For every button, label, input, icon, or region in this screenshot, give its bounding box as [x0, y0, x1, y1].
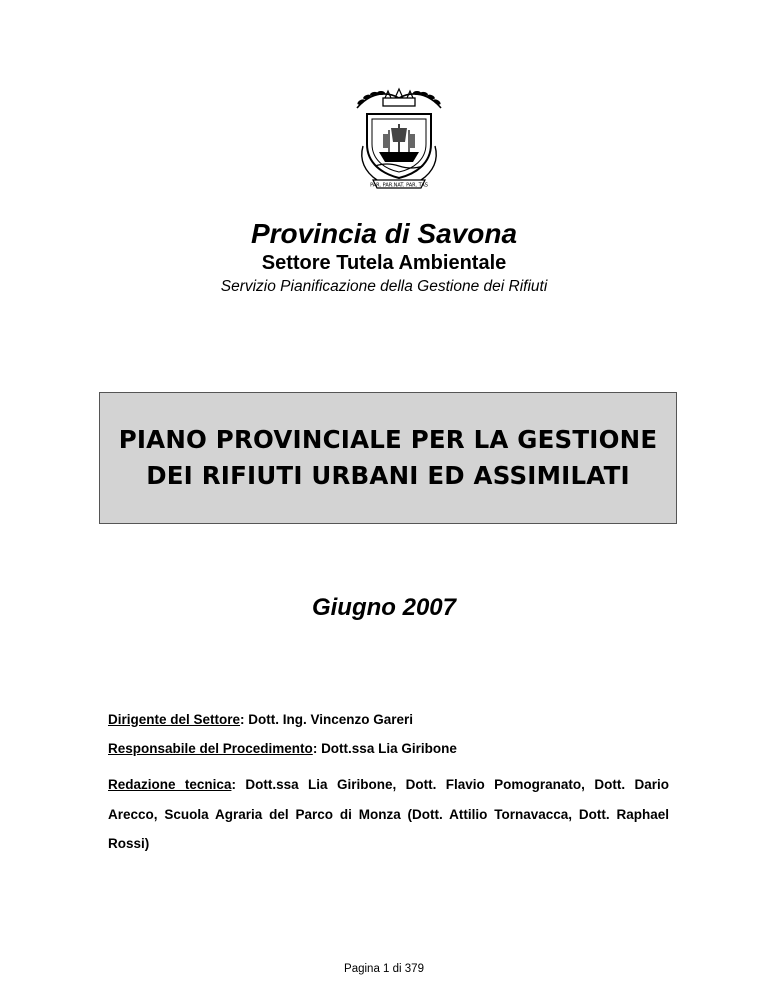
page-number: Pagina 1 di 379 — [344, 963, 424, 975]
svg-text:PAR. PAR.NAT. PAR. TAS: PAR. PAR.NAT. PAR. TAS — [370, 182, 428, 189]
credit-technical: Redazione tecnica: Dott.ssa Lia Giribone, Dott. Flavio Pomogranato, Dott. Dario Arecco, Scuola Agraria del Parco di Monza (Dott. Attilio Tornavacca, Dott. Raphael Rossi) — [108, 777, 669, 851]
document-title-line-2: DEI RIFIUTI URBANI ED ASSIMILATI — [146, 461, 630, 490]
credit-manager: Responsabile del Procedimento: Dott.ssa Lia Giribone — [108, 741, 457, 756]
publication-date: Giugno 2007 — [311, 594, 457, 621]
credit-manager-label: Responsabile del Procedimento — [108, 741, 313, 756]
coat-of-arms-icon — [347, 86, 451, 192]
credit-manager-value: Dott.ssa Lia Giribone — [321, 741, 457, 756]
document-title-box — [99, 392, 677, 524]
credit-director-value: Dott. Ing. Vincenzo Gareri — [248, 712, 414, 727]
credit-director-label: Dirigente del Settore — [108, 712, 241, 727]
document-title-line-1: PIANO PROVINCIALE PER LA GESTIONE — [118, 425, 658, 454]
sector-name: Settore Tutela Ambientale — [261, 252, 507, 274]
credit-director: Dirigente del Settore: Dott. Ing. Vincenzo Gareri — [108, 712, 414, 727]
organization-name: Provincia di Savona — [250, 218, 518, 249]
credit-technical-label: Redazione tecnica — [108, 777, 232, 792]
credit-technical-value: Dott.ssa Lia Giribone, Dott. Flavio Pomogranato, Dott. Dario Arecco, Scuola Agraria del Parco di Monza (Dott. Attilio Tornavacca, Dott. Raphael Rossi) — [108, 777, 669, 851]
service-name: Servizio Pianificazione della Gestione dei Rifiuti — [220, 278, 548, 295]
